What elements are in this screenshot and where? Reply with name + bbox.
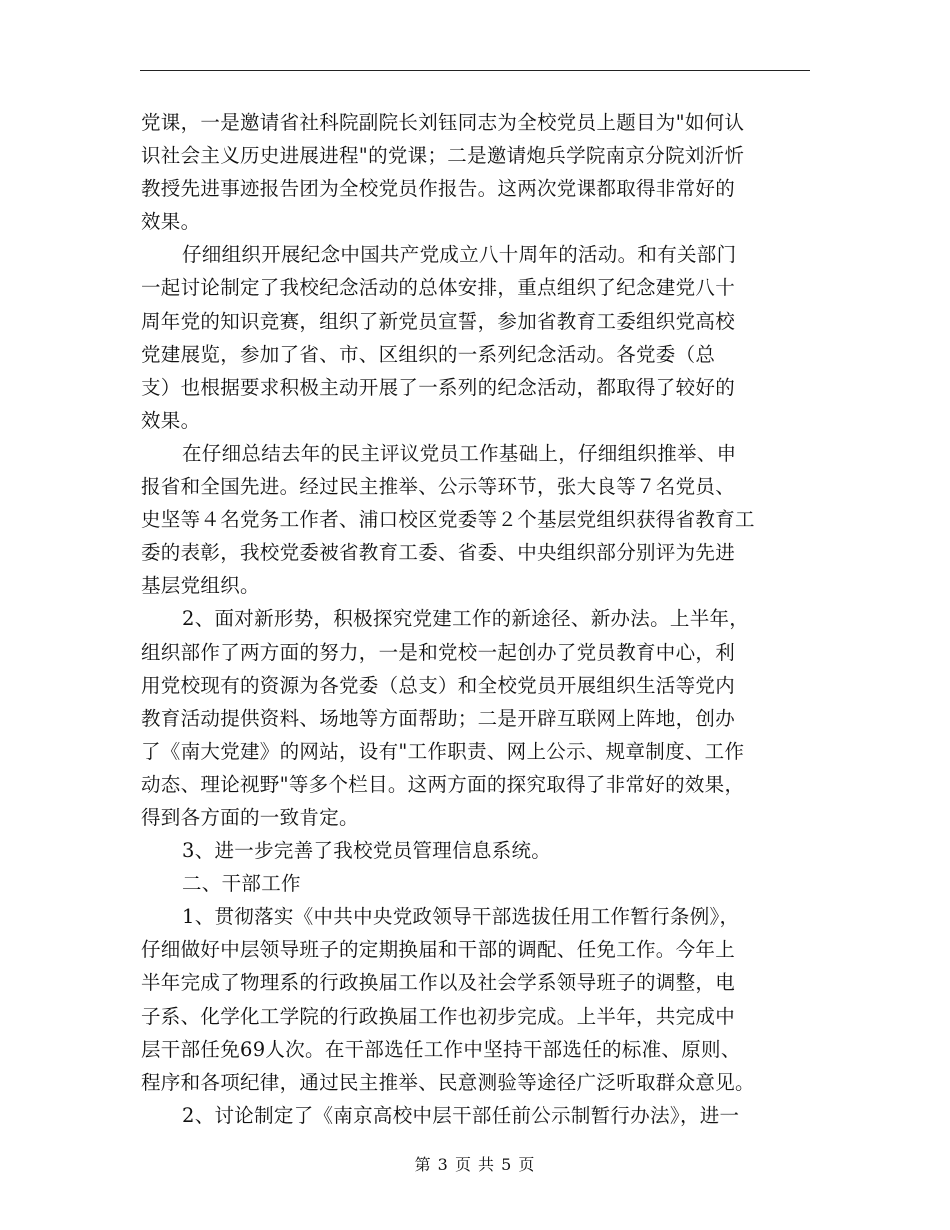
text-line: 基层党组织。: [141, 574, 260, 598]
text-line: 二、干部工作: [182, 872, 301, 896]
text-line: 2、讨论制定了《南京高校中层干部任前公示制暂行办法》，进一: [182, 1103, 740, 1127]
text-line: 组织部作了两方面的努力，一是和党校一起创办了党员教育中心，利: [141, 640, 736, 664]
document-body: [141, 106, 811, 1132]
header-rule: [140, 70, 810, 71]
text-line: 效果。: [141, 408, 201, 432]
text-line: 子系、化学化工学院的行政换届工作也初步完成。上半年，共完成中: [141, 1004, 736, 1028]
text-line: 史坚等４名党务工作者、浦口校区党委等２个基层党组织获得省教育工: [141, 508, 755, 532]
text-line: 3、进一步完善了我校党员管理信息系统。: [182, 839, 552, 863]
text-line: 用党校现有的资源为各党委（总支）和全校党员开展组织生活等党内: [141, 673, 736, 697]
text-line: 教育活动提供资料、场地等方面帮助；二是开辟互联网上阵地，创办: [141, 706, 736, 730]
text-line: 教授先进事迹报告团为全校党员作报告。这两次党课都取得非常好的: [141, 177, 736, 201]
text-line: 报省和全国先进。经过民主推举、公示等环节，张大良等７名党员、: [141, 475, 736, 499]
text-line: 在仔细总结去年的民主评议党员工作基础上，仔细组织推举、申: [182, 441, 737, 465]
text-line: 支）也根据要求积极主动开展了一系列的纪念活动，都取得了较好的: [141, 375, 736, 399]
text-line: 效果。: [141, 210, 201, 234]
text-line: 仔细做好中层领导班子的定期换届和干部的调配、任免工作。今年上: [141, 938, 736, 962]
text-line: 一起讨论制定了我校纪念活动的总体安排，重点组织了纪念建党八十: [141, 276, 736, 300]
page-footer: 第 3 页 共 5 页: [414, 1155, 536, 1174]
text-line: 了《南大党建》的网站，设有"工作职责、网上公示、规章制度、工作: [141, 739, 745, 763]
text-line: 识社会主义历史进展进程"的党课；二是邀请炮兵学院南京分院刘沂忻: [141, 144, 745, 168]
text-line: 党课，一是邀请省社科院副院长刘钰同志为全校党员上题目为"如何认: [141, 111, 745, 134]
text-line: 委的表彰，我校党委被省教育工委、省委、中央组织部分别评为先进: [141, 541, 736, 565]
text-line: 半年完成了物理系的行政换届工作以及社会学系领导班子的调整，电: [141, 971, 736, 995]
text-line: 程序和各项纪律，通过民主推举、民意测验等途径广泛听取群众意见。: [141, 1070, 755, 1094]
text-line: 周年党的知识竞赛，组织了新党员宣誓，参加省教育工委组织党高校: [141, 309, 736, 333]
text-line: 仔细组织开展纪念中国共产党成立八十周年的活动。和有关部门: [182, 243, 737, 267]
text-line: 层干部任免69人次。在干部选任工作中坚持干部选任的标准、原则、: [141, 1037, 741, 1061]
text-line: 得到各方面的一致肯定。: [141, 805, 359, 829]
text-line: 动态、理论视野"等多个栏目。这两方面的探究取得了非常好的效果，: [141, 772, 745, 796]
text-line: 党建展览，参加了省、市、区组织的一系列纪念活动。各党委（总: [141, 342, 716, 366]
text-line: 1、贯彻落实《中共中央党政领导干部选拔任用工作暂行条例》，: [182, 905, 740, 929]
text-line: 2、面对新形势，积极探究党建工作的新途径、新办法。上半年，: [182, 607, 750, 631]
